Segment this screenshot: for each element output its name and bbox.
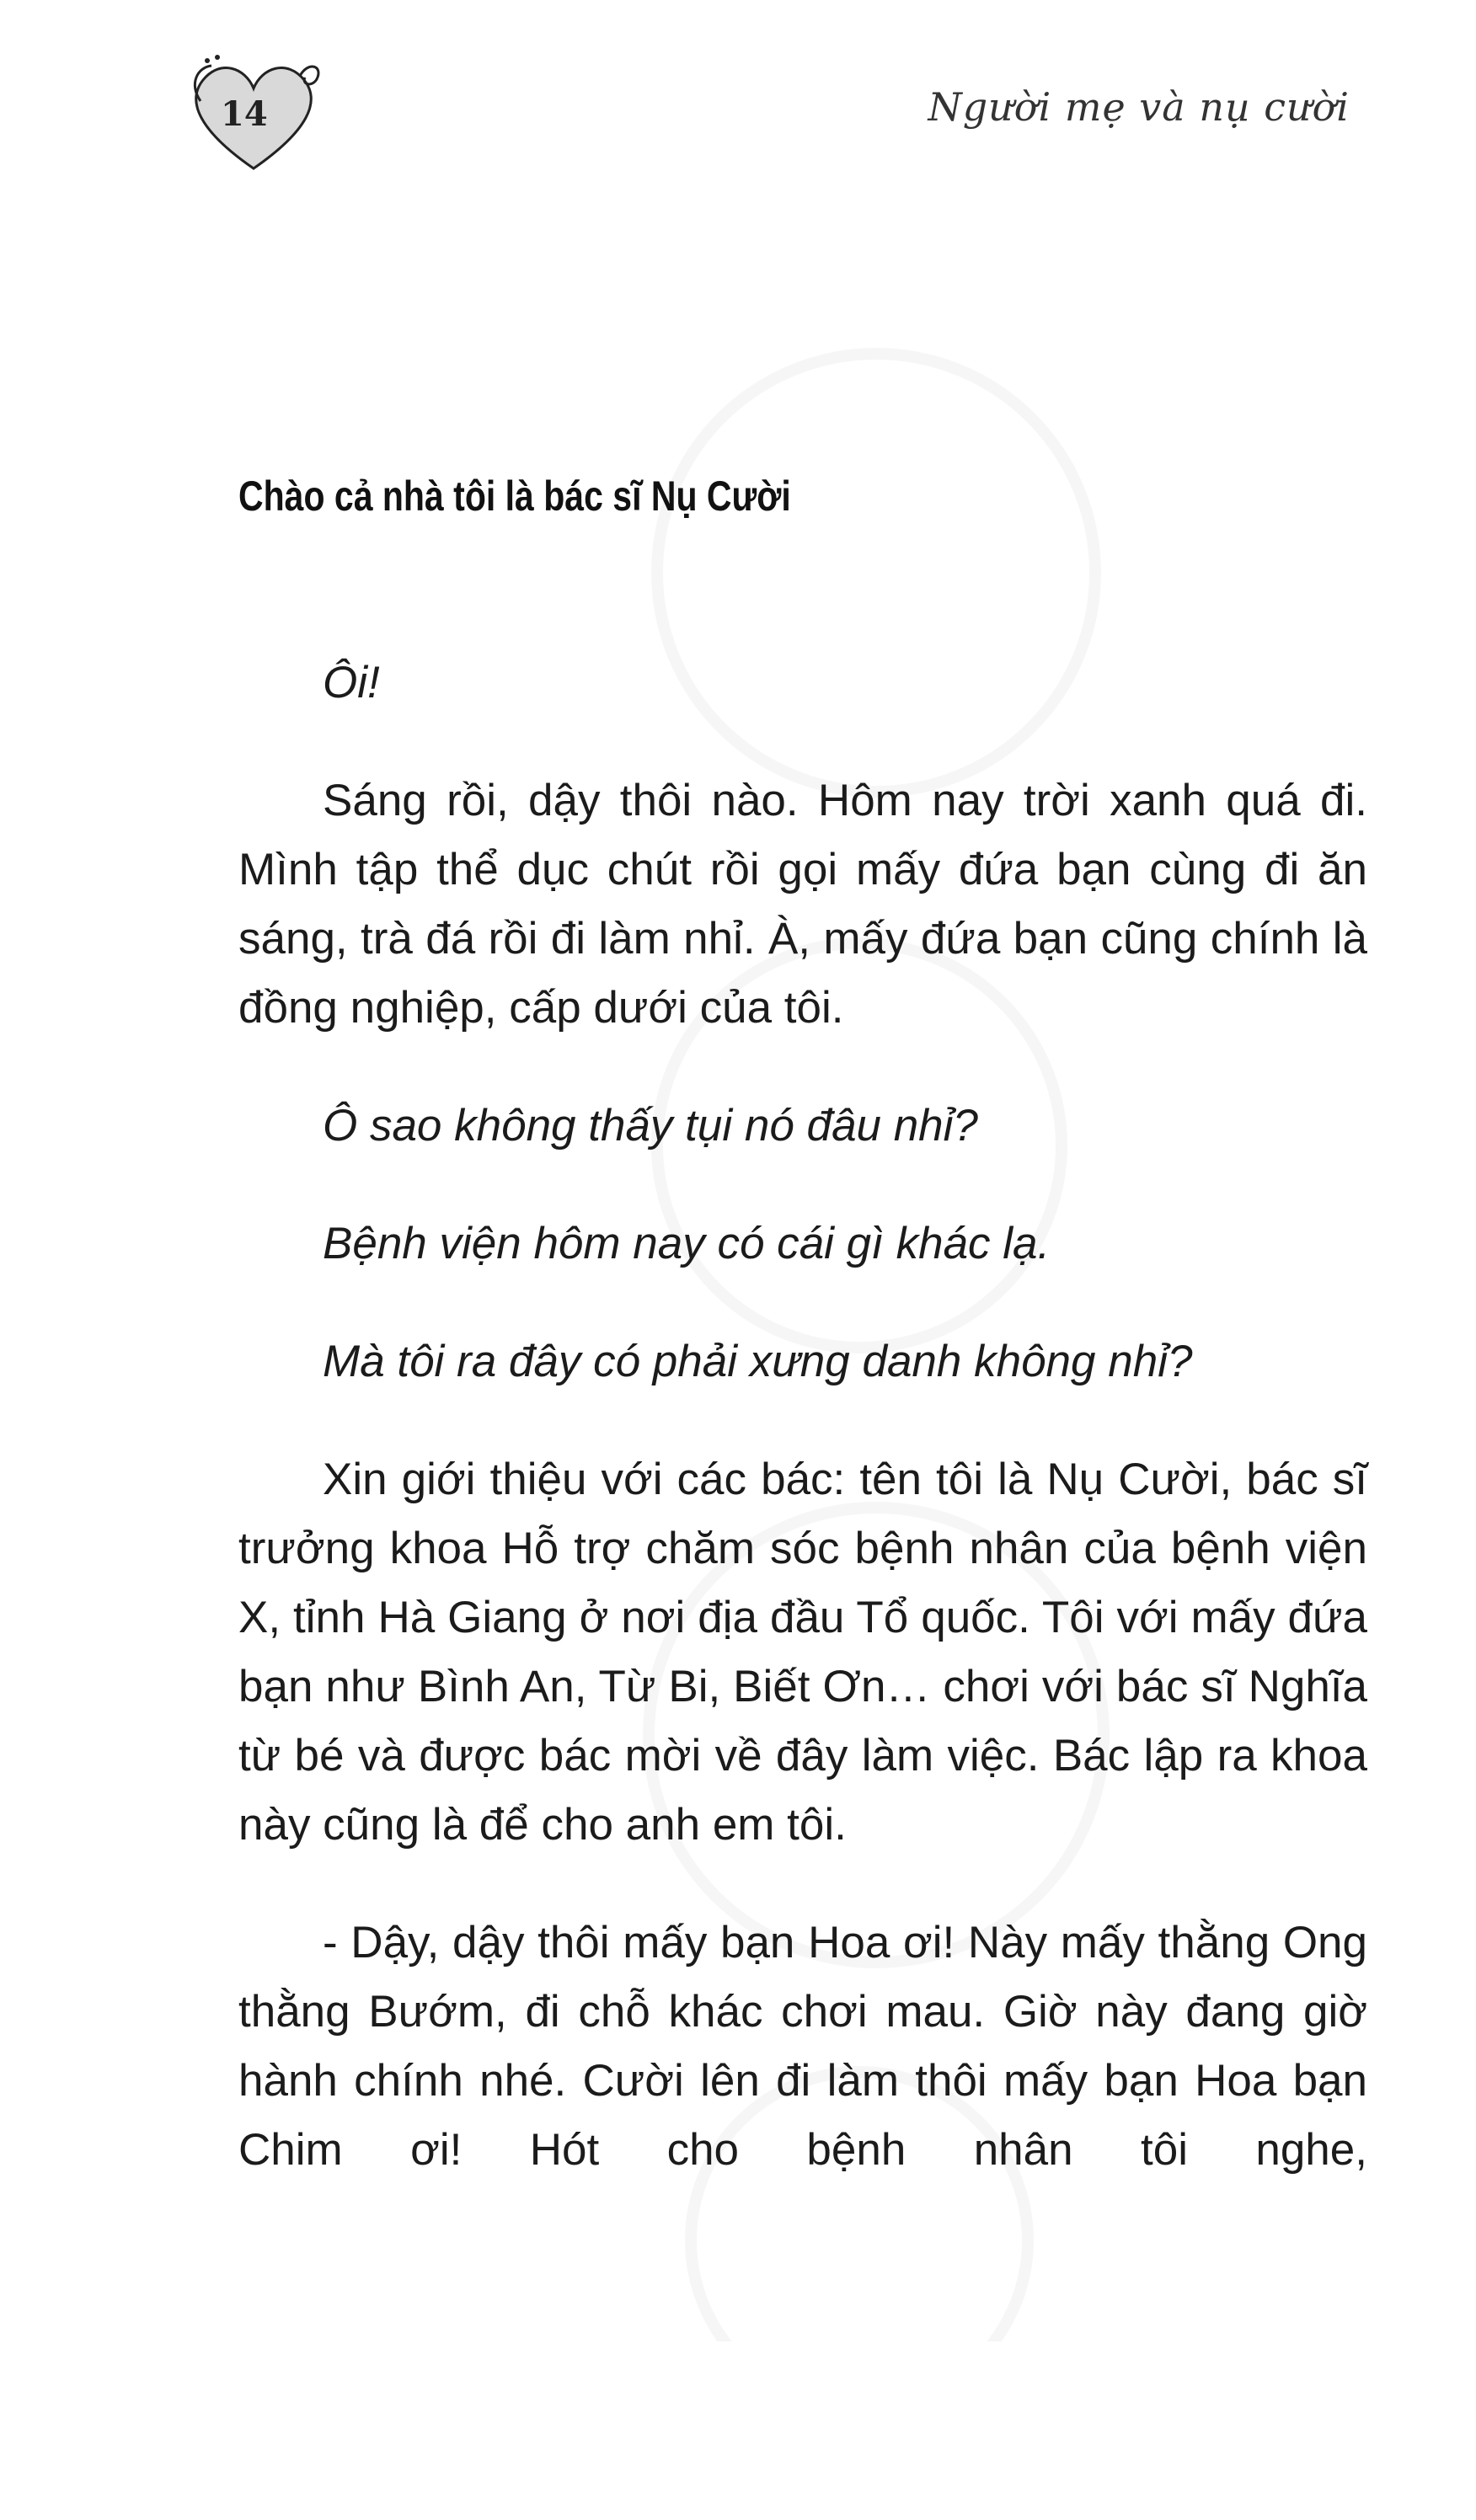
body-text <box>238 649 1367 2234</box>
paragraph: Xin giới thiệu với các bác: tên tôi là Nụ Cười, bác sĩ trưởng khoa Hỗ trợ chăm sóc bệnh nhân của bệnh viện X, tỉnh Hà Giang ở nơi địa đầu Tổ quốc. Tôi với mấy đứa bạn như Bình An, Từ Bi, Biết Ơn… chơi với bác sĩ Nghĩa từ bé và được bác mời về đây làm việc. Bác lập ra khoa này cũng là để cho anh em tôi. <box>238 1455 1367 1850</box>
paragraph: Bệnh viện hôm nay có cái gì khác lạ. <box>323 1219 1051 1268</box>
paragraph: Ô sao không thấy tụi nó đâu nhỉ? <box>323 1101 978 1151</box>
page-number: 14 <box>221 94 268 134</box>
paragraph: - Dậy, dậy thôi mấy bạn Hoa ơi! Này mấy thằng Ong thằng Bướm, đi chỗ khác chơi mau. Giờ này đang giờ hành chính nhé. Cười lên đi làm thôi mấy bạn Hoa bạn Chim ơi! Hót cho bệnh nhân tôi nghe, <box>238 1918 1367 2175</box>
paragraph: Ôi! <box>323 658 380 707</box>
paragraph: Sáng rồi, dậy thôi nào. Hôm nay trời xanh quá đi. Mình tập thể dục chút rồi gọi mấy đứa bạn cùng đi ăn sáng, trà đá rồi đi làm nhỉ. À, mấy đứa bạn cũng chính là đồng nghiệp, cấp dưới của tôi. <box>238 776 1367 1033</box>
chapter-title: Chào cả nhà tôi là bác sĩ Nụ Cười <box>238 472 791 520</box>
paragraph: Mà tôi ra đây có phải xưng danh không nhỉ? <box>323 1337 1193 1386</box>
running-head: Người mẹ và nụ cười <box>928 84 1350 130</box>
